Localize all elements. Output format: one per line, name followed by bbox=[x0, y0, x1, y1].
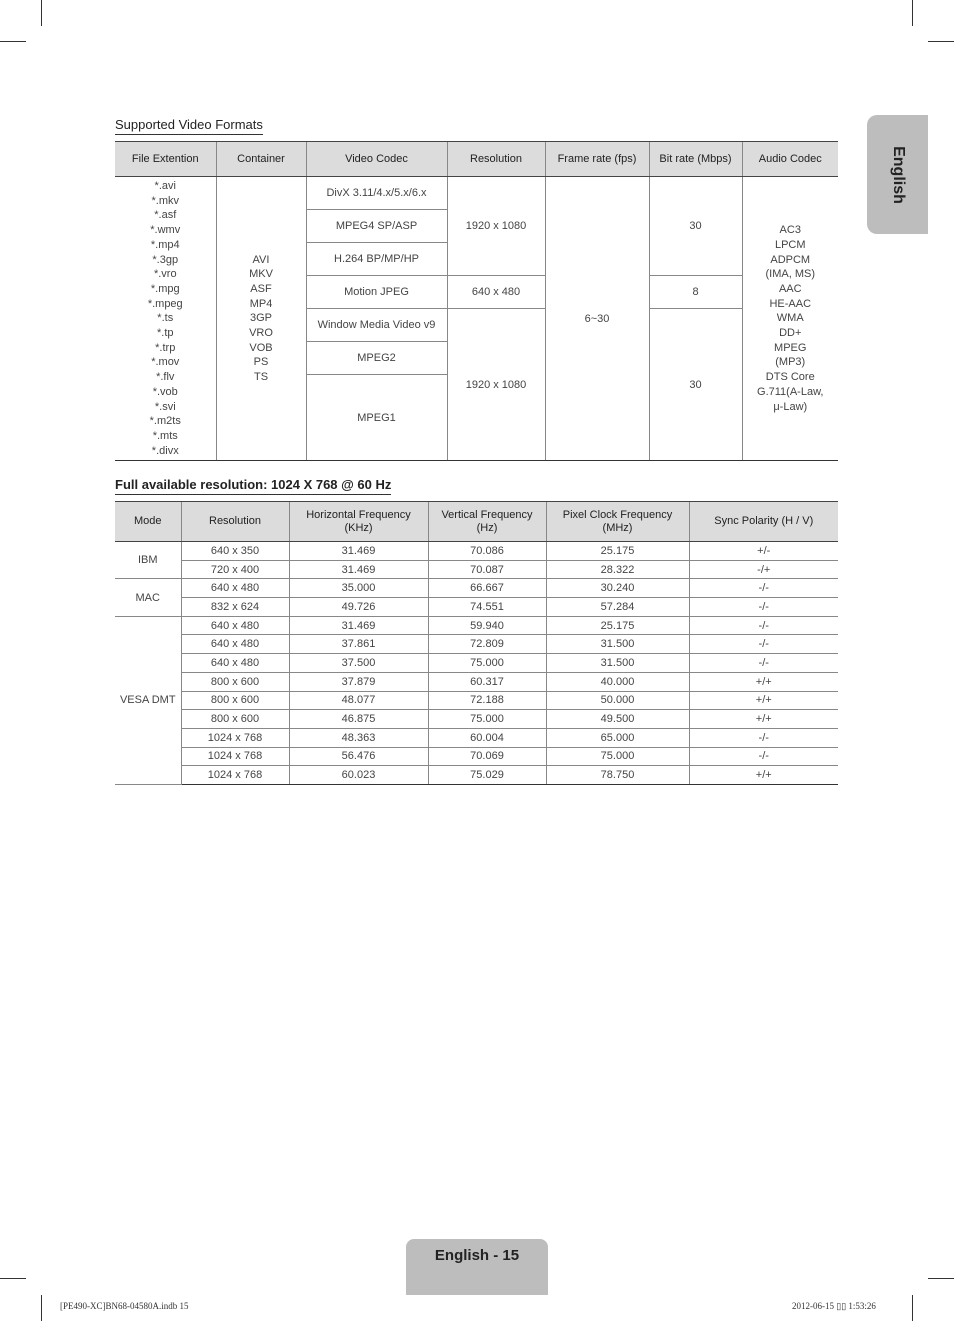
codec-cell: Motion JPEG bbox=[306, 276, 447, 309]
resolution-cell: 640 x 480 bbox=[181, 654, 289, 673]
sync-polarity-cell: +/+ bbox=[689, 672, 838, 691]
resolution-cell: 720 x 400 bbox=[181, 560, 289, 579]
table-row bbox=[115, 635, 838, 654]
resolution-cell: 640 x 480 bbox=[181, 616, 289, 635]
crop-mark bbox=[41, 1295, 42, 1321]
header-audio-codec: Audio Codec bbox=[742, 142, 838, 177]
table-header-row bbox=[115, 502, 838, 542]
horizontal-frequency-cell: 48.363 bbox=[289, 728, 428, 747]
crop-mark bbox=[0, 41, 26, 42]
horizontal-frequency-cell: 35.000 bbox=[289, 579, 428, 598]
horizontal-frequency-cell: 48.077 bbox=[289, 691, 428, 710]
table-row bbox=[115, 616, 838, 635]
pixel-clock-cell: 25.175 bbox=[546, 616, 689, 635]
page-number: English - 15 bbox=[434, 1247, 520, 1264]
resolution-table-body bbox=[115, 542, 838, 785]
resolution-cell: 832 x 624 bbox=[181, 598, 289, 617]
file-extensions-cell: *.avi *.mkv *.asf *.wmv *.mp4 *.3gp *.vro *.mpg *.mpeg *.ts *.tp *.trp *.mov *.flv *.vob *.svi *.m2ts *.mts *.divx bbox=[115, 177, 216, 461]
sync-polarity-cell: +/+ bbox=[689, 691, 838, 710]
header-resolution: Resolution bbox=[181, 502, 289, 542]
pixel-clock-cell: 28.322 bbox=[546, 560, 689, 579]
resolution-cell: 640 x 480 bbox=[447, 276, 545, 309]
table-row bbox=[115, 579, 838, 598]
codec-cell: H.264 BP/MP/HP bbox=[306, 243, 447, 276]
table-row bbox=[115, 691, 838, 710]
resolution-cell: 1024 x 768 bbox=[181, 728, 289, 747]
mode-cell: MAC bbox=[115, 579, 181, 616]
horizontal-frequency-cell: 37.879 bbox=[289, 672, 428, 691]
sync-polarity-cell: -/- bbox=[689, 635, 838, 654]
vertical-frequency-cell: 66.667 bbox=[428, 579, 546, 598]
language-label: English bbox=[889, 145, 907, 204]
horizontal-frequency-cell: 31.469 bbox=[289, 542, 428, 561]
video-formats-title: Supported Video Formats bbox=[115, 117, 263, 135]
header-resolution: Resolution bbox=[447, 142, 545, 177]
bitrate-cell: 30 bbox=[649, 309, 742, 461]
pixel-clock-cell: 75.000 bbox=[546, 747, 689, 766]
resolution-cell: 800 x 600 bbox=[181, 672, 289, 691]
vertical-frequency-cell: 59.940 bbox=[428, 616, 546, 635]
header-vertical-frequency: Vertical Frequency (Hz) bbox=[428, 502, 546, 542]
horizontal-frequency-cell: 60.023 bbox=[289, 766, 428, 785]
header-file-extension: File Extention bbox=[115, 142, 216, 177]
resolution-cell: 800 x 600 bbox=[181, 691, 289, 710]
horizontal-frequency-cell: 46.875 bbox=[289, 710, 428, 729]
pixel-clock-cell: 50.000 bbox=[546, 691, 689, 710]
header-pixel-clock: Pixel Clock Frequency (MHz) bbox=[546, 502, 689, 542]
table-row bbox=[115, 672, 838, 691]
pixel-clock-cell: 78.750 bbox=[546, 766, 689, 785]
codec-cell: Window Media Video v9 bbox=[306, 309, 447, 342]
sync-polarity-cell: -/- bbox=[689, 616, 838, 635]
crop-mark bbox=[41, 0, 42, 26]
sync-polarity-cell: +/- bbox=[689, 542, 838, 561]
vertical-frequency-cell: 70.087 bbox=[428, 560, 546, 579]
sync-polarity-cell: -/+ bbox=[689, 560, 838, 579]
table-row bbox=[115, 598, 838, 617]
horizontal-frequency-cell: 31.469 bbox=[289, 616, 428, 635]
print-file-info: [PE490-XC]BN68-04580A.indb 15 bbox=[60, 1301, 189, 1311]
pixel-clock-cell: 57.284 bbox=[546, 598, 689, 617]
resolution-cell: 1920 x 1080 bbox=[447, 309, 545, 461]
mode-cell: VESA DMT bbox=[115, 616, 181, 784]
mode-cell: IBM bbox=[115, 542, 181, 579]
vertical-frequency-cell: 70.086 bbox=[428, 542, 546, 561]
horizontal-frequency-cell: 37.500 bbox=[289, 654, 428, 673]
vertical-frequency-cell: 75.000 bbox=[428, 654, 546, 673]
bitrate-cell: 30 bbox=[649, 177, 742, 276]
codec-cell: MPEG4 SP/ASP bbox=[306, 210, 447, 243]
header-video-codec: Video Codec bbox=[306, 142, 447, 177]
resolution-cell: 1024 x 768 bbox=[181, 747, 289, 766]
codec-cell: MPEG1 bbox=[306, 375, 447, 461]
table-row bbox=[115, 542, 838, 561]
crop-mark bbox=[0, 1278, 26, 1279]
sync-polarity-cell: +/+ bbox=[689, 766, 838, 785]
resolution-cell: 640 x 350 bbox=[181, 542, 289, 561]
pixel-clock-cell: 31.500 bbox=[546, 654, 689, 673]
pixel-clock-cell: 30.240 bbox=[546, 579, 689, 598]
vertical-frequency-cell: 70.069 bbox=[428, 747, 546, 766]
video-formats-table bbox=[115, 141, 838, 461]
codec-cell: MPEG2 bbox=[306, 342, 447, 375]
language-side-tab bbox=[867, 115, 928, 234]
vertical-frequency-cell: 60.317 bbox=[428, 672, 546, 691]
resolution-cell: 800 x 600 bbox=[181, 710, 289, 729]
header-mode: Mode bbox=[115, 502, 181, 542]
header-sync-polarity: Sync Polarity (H / V) bbox=[689, 502, 838, 542]
table-row bbox=[115, 710, 838, 729]
table-row bbox=[115, 728, 838, 747]
horizontal-frequency-cell: 49.726 bbox=[289, 598, 428, 617]
frame-rate-cell: 6~30 bbox=[545, 177, 649, 461]
horizontal-frequency-cell: 37.861 bbox=[289, 635, 428, 654]
pixel-clock-cell: 31.500 bbox=[546, 635, 689, 654]
vertical-frequency-cell: 72.188 bbox=[428, 691, 546, 710]
table-row bbox=[115, 177, 838, 210]
header-frame-rate: Frame rate (fps) bbox=[545, 142, 649, 177]
bitrate-cell: 8 bbox=[649, 276, 742, 309]
sync-polarity-cell: -/- bbox=[689, 579, 838, 598]
pixel-clock-cell: 25.175 bbox=[546, 542, 689, 561]
sync-polarity-cell: +/+ bbox=[689, 710, 838, 729]
header-bit-rate: Bit rate (Mbps) bbox=[649, 142, 742, 177]
table-row bbox=[115, 766, 838, 785]
vertical-frequency-cell: 75.029 bbox=[428, 766, 546, 785]
horizontal-frequency-cell: 31.469 bbox=[289, 560, 428, 579]
audio-codecs-cell: AC3 LPCM ADPCM (IMA, MS) AAC HE-AAC WMA DD+ MPEG (MP3) DTS Core G.711(A-Law, μ-Law) bbox=[742, 177, 838, 461]
resolution-table bbox=[115, 501, 838, 785]
codec-cell: DivX 3.11/4.x/5.x/6.x bbox=[306, 177, 447, 210]
resolution-cell: 640 x 480 bbox=[181, 579, 289, 598]
pixel-clock-cell: 49.500 bbox=[546, 710, 689, 729]
pixel-clock-cell: 65.000 bbox=[546, 728, 689, 747]
table-header-row bbox=[115, 142, 838, 177]
vertical-frequency-cell: 74.551 bbox=[428, 598, 546, 617]
table-row bbox=[115, 654, 838, 673]
crop-mark bbox=[912, 0, 913, 26]
vertical-frequency-cell: 60.004 bbox=[428, 728, 546, 747]
crop-mark bbox=[912, 1295, 913, 1321]
containers-cell: AVI MKV ASF MP4 3GP VRO VOB PS TS bbox=[216, 177, 306, 461]
sync-polarity-cell: -/- bbox=[689, 747, 838, 766]
sync-polarity-cell: -/- bbox=[689, 654, 838, 673]
vertical-frequency-cell: 72.809 bbox=[428, 635, 546, 654]
resolution-cell: 640 x 480 bbox=[181, 635, 289, 654]
sync-polarity-cell: -/- bbox=[689, 598, 838, 617]
resolution-cell: 1024 x 768 bbox=[181, 766, 289, 785]
full-resolution-title: Full available resolution: 1024 X 768 @ 60 Hz bbox=[115, 477, 391, 495]
crop-mark bbox=[928, 41, 954, 42]
print-timestamp: 2012-06-15 ▯▯ 1:53:26 bbox=[792, 1301, 876, 1311]
header-container: Container bbox=[216, 142, 306, 177]
crop-mark bbox=[928, 1278, 954, 1279]
horizontal-frequency-cell: 56.476 bbox=[289, 747, 428, 766]
page-number-tab bbox=[406, 1239, 548, 1295]
table-row bbox=[115, 747, 838, 766]
resolution-cell: 1920 x 1080 bbox=[447, 177, 545, 276]
pixel-clock-cell: 40.000 bbox=[546, 672, 689, 691]
vertical-frequency-cell: 75.000 bbox=[428, 710, 546, 729]
table-row bbox=[115, 560, 838, 579]
sync-polarity-cell: -/- bbox=[689, 728, 838, 747]
header-horizontal-frequency: Horizontal Frequency (KHz) bbox=[289, 502, 428, 542]
